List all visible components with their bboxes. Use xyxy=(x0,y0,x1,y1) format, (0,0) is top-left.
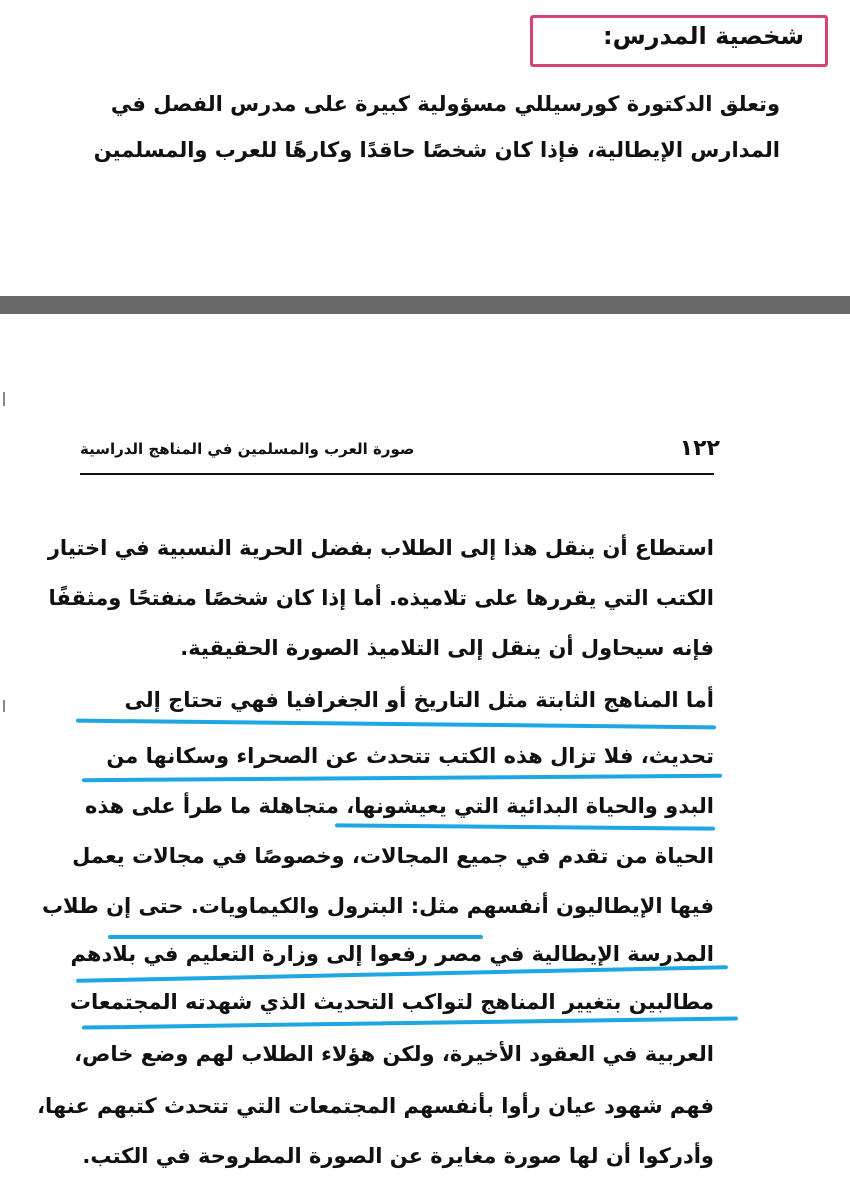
text-line: الكتب التي يقررها على تلاميذه. أما إذا كان شخصًا منفتحًا ومثقفًا xyxy=(48,586,714,610)
text-line: فإنه سيحاول أن ينقل إلى التلاميذ الصورة الحقيقية. xyxy=(180,636,714,660)
page-edge-mark xyxy=(3,700,5,712)
running-title: صورة العرب والمسلمين في المناهج الدراسية xyxy=(80,440,415,458)
text-line: الحياة من تقدم في جميع المجالات، وخصوصًا في مجالات يعمل xyxy=(72,844,714,868)
section-heading: شخصية المدرس: xyxy=(603,22,804,50)
text-line: فيها الإيطاليون أنفسهم مثل: البترول والكيماويات. حتى إن طلاب xyxy=(41,894,714,918)
top-text-line: المدارس الإيطالية، فإذا كان شخصًا حاقدًا وكارهًا للعرب والمسلمين xyxy=(93,138,780,162)
page-number: ١٢٢ xyxy=(679,436,720,461)
top-page-fragment xyxy=(0,0,850,296)
text-line: العربية في العقود الأخيرة، ولكن هؤلاء الطلاب لهم وضع خاص، xyxy=(74,1042,714,1066)
text-line: أما المناهج الثابتة مثل التاريخ أو الجغرافيا فهي تحتاج إلى xyxy=(124,688,714,712)
highlight-underline xyxy=(108,935,483,939)
text-line: استطاع أن ينقل هذا إلى الطلاب بفضل الحرية النسبية في اختيار xyxy=(47,536,714,560)
text-line: البدو والحياة البدائية التي يعيشونها، متجاهلة ما طرأ على هذه xyxy=(85,794,714,818)
text-line: تحديث، فلا تزال هذه الكتب تتحدث عن الصحراء وسكانها من xyxy=(106,744,714,768)
page-edge-mark xyxy=(3,392,5,406)
text-line: فهم شهود عيان رأوا بأنفسهم المجتمعات التي تتحدث كتبهم عنها، xyxy=(37,1094,714,1118)
header-rule xyxy=(80,473,714,475)
text-line: وأدركوا أن لها صورة مغايرة عن الصورة المطروحة في الكتب. xyxy=(82,1144,714,1168)
text-line: المدرسة الإيطالية في مصر رفعوا إلى وزارة التعليم في بلادهم xyxy=(70,942,714,966)
page-separator xyxy=(0,296,850,314)
text-line: مطالبين بتغيير المناهج لتواكب التحديث الذي شهدته المجتمعات xyxy=(69,990,714,1014)
top-text-line: وتعلق الدكتورة كورسيللي مسؤولية كبيرة على مدرس الفصل في xyxy=(110,92,780,116)
